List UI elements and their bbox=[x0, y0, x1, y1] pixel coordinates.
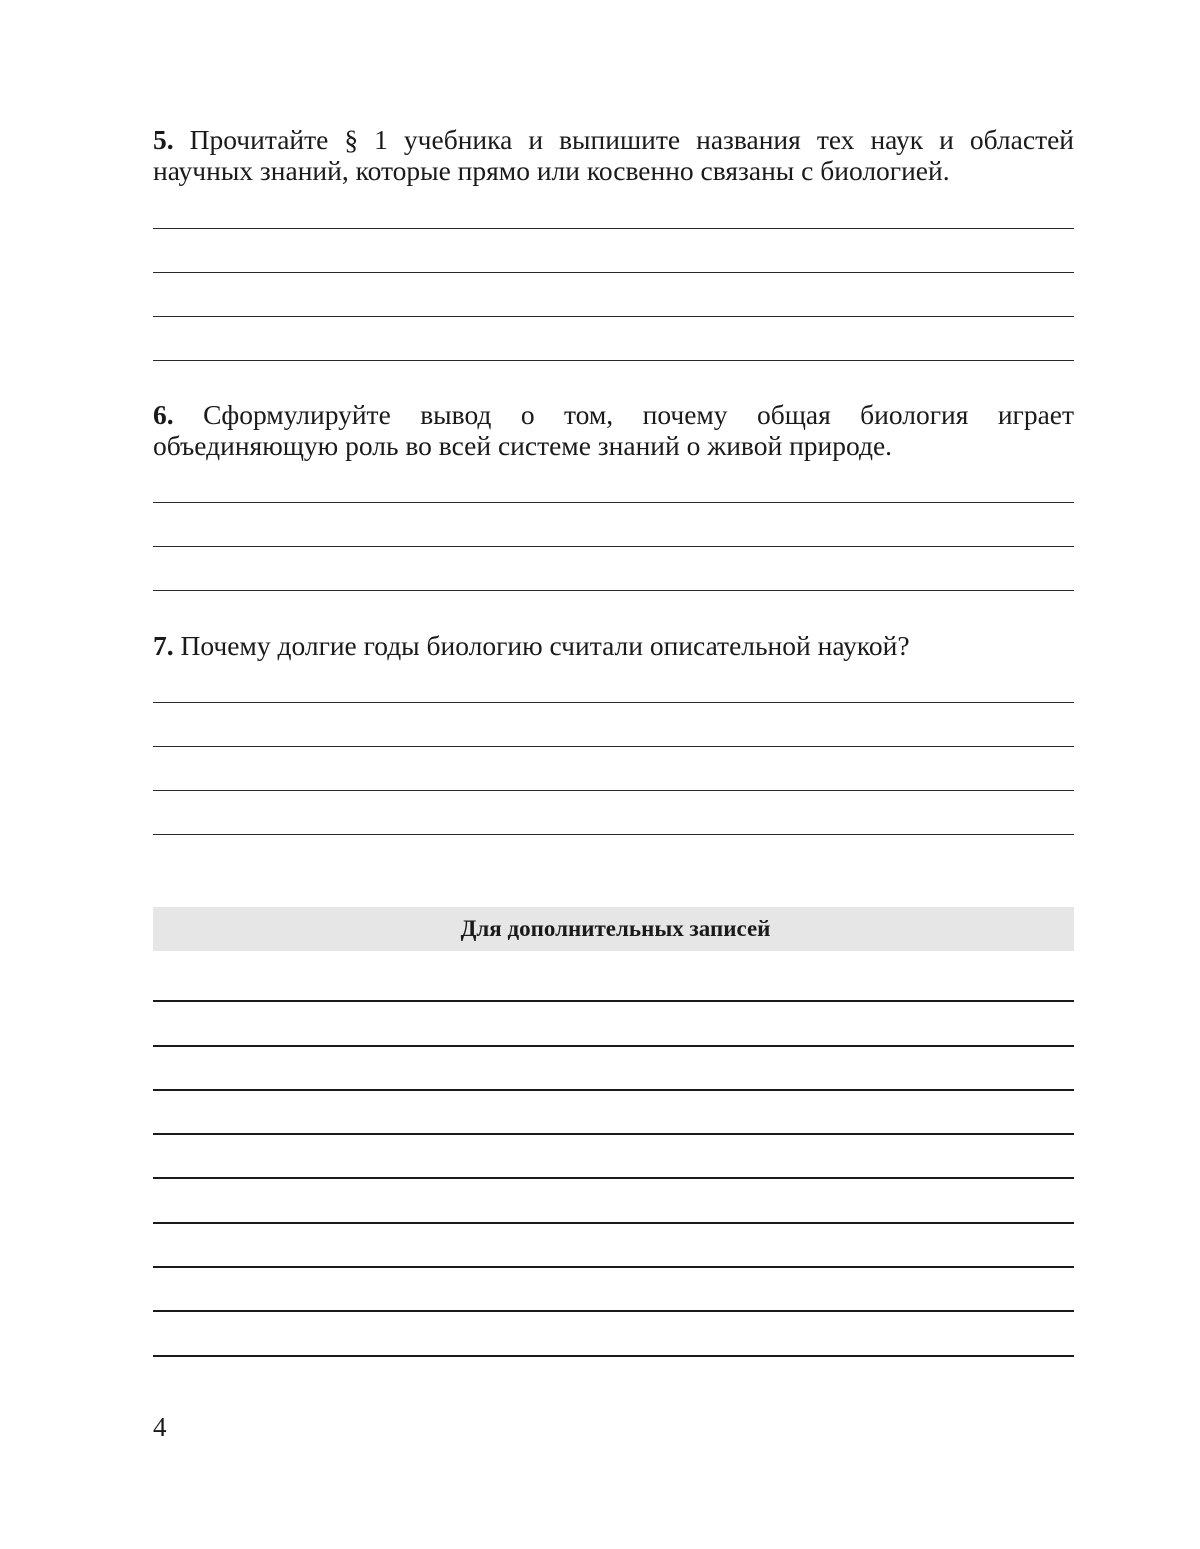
notes-line-9[interactable] bbox=[153, 1355, 1074, 1357]
task-7-number: 7. bbox=[153, 630, 174, 661]
page-number: 4 bbox=[153, 1412, 167, 1442]
notes-line-1[interactable] bbox=[153, 1000, 1074, 1002]
notes-line-6[interactable] bbox=[153, 1222, 1074, 1224]
task-6-text bbox=[153, 399, 1074, 461]
task-6-question: Сформулируйте вывод о том, почему общая биология играет объединяющую роль во всей системе знаний о живой природе. bbox=[153, 399, 1074, 461]
notes-line-7[interactable] bbox=[153, 1266, 1074, 1268]
answer-line-task-7-3[interactable] bbox=[153, 790, 1074, 791]
answer-line-task-6-1[interactable] bbox=[153, 502, 1074, 503]
task-7-question: Почему долгие годы биологию считали описательной наукой? bbox=[180, 630, 910, 661]
answer-line-task-5-3[interactable] bbox=[153, 316, 1074, 317]
answer-line-task-5-2[interactable] bbox=[153, 272, 1074, 273]
answer-line-task-7-4[interactable] bbox=[153, 834, 1074, 835]
answer-line-task-6-2[interactable] bbox=[153, 546, 1074, 547]
task-6-number: 6. bbox=[153, 399, 174, 430]
notes-line-4[interactable] bbox=[153, 1133, 1074, 1135]
answer-line-task-7-2[interactable] bbox=[153, 746, 1074, 747]
answer-line-task-7-1[interactable] bbox=[153, 702, 1074, 703]
answer-line-task-5-1[interactable] bbox=[153, 228, 1074, 229]
notes-title: Для дополнительных записей bbox=[460, 916, 771, 941]
notes-line-3[interactable] bbox=[153, 1089, 1074, 1091]
task-7-text bbox=[153, 630, 1074, 661]
notes-line-8[interactable] bbox=[153, 1310, 1074, 1312]
notes-header-bar bbox=[153, 907, 1074, 951]
task-5-number: 5. bbox=[153, 124, 174, 155]
answer-line-task-5-4[interactable] bbox=[153, 360, 1074, 361]
answer-line-task-6-3[interactable] bbox=[153, 590, 1074, 591]
task-5-text bbox=[153, 124, 1074, 186]
notes-line-5[interactable] bbox=[153, 1177, 1074, 1179]
task-5-question: Прочитайте § 1 учебника и выпишите названия тех наук и областей научных знаний, которые прямо или косвенно связаны с биологией. bbox=[153, 124, 1075, 186]
notes-line-2[interactable] bbox=[153, 1045, 1074, 1047]
